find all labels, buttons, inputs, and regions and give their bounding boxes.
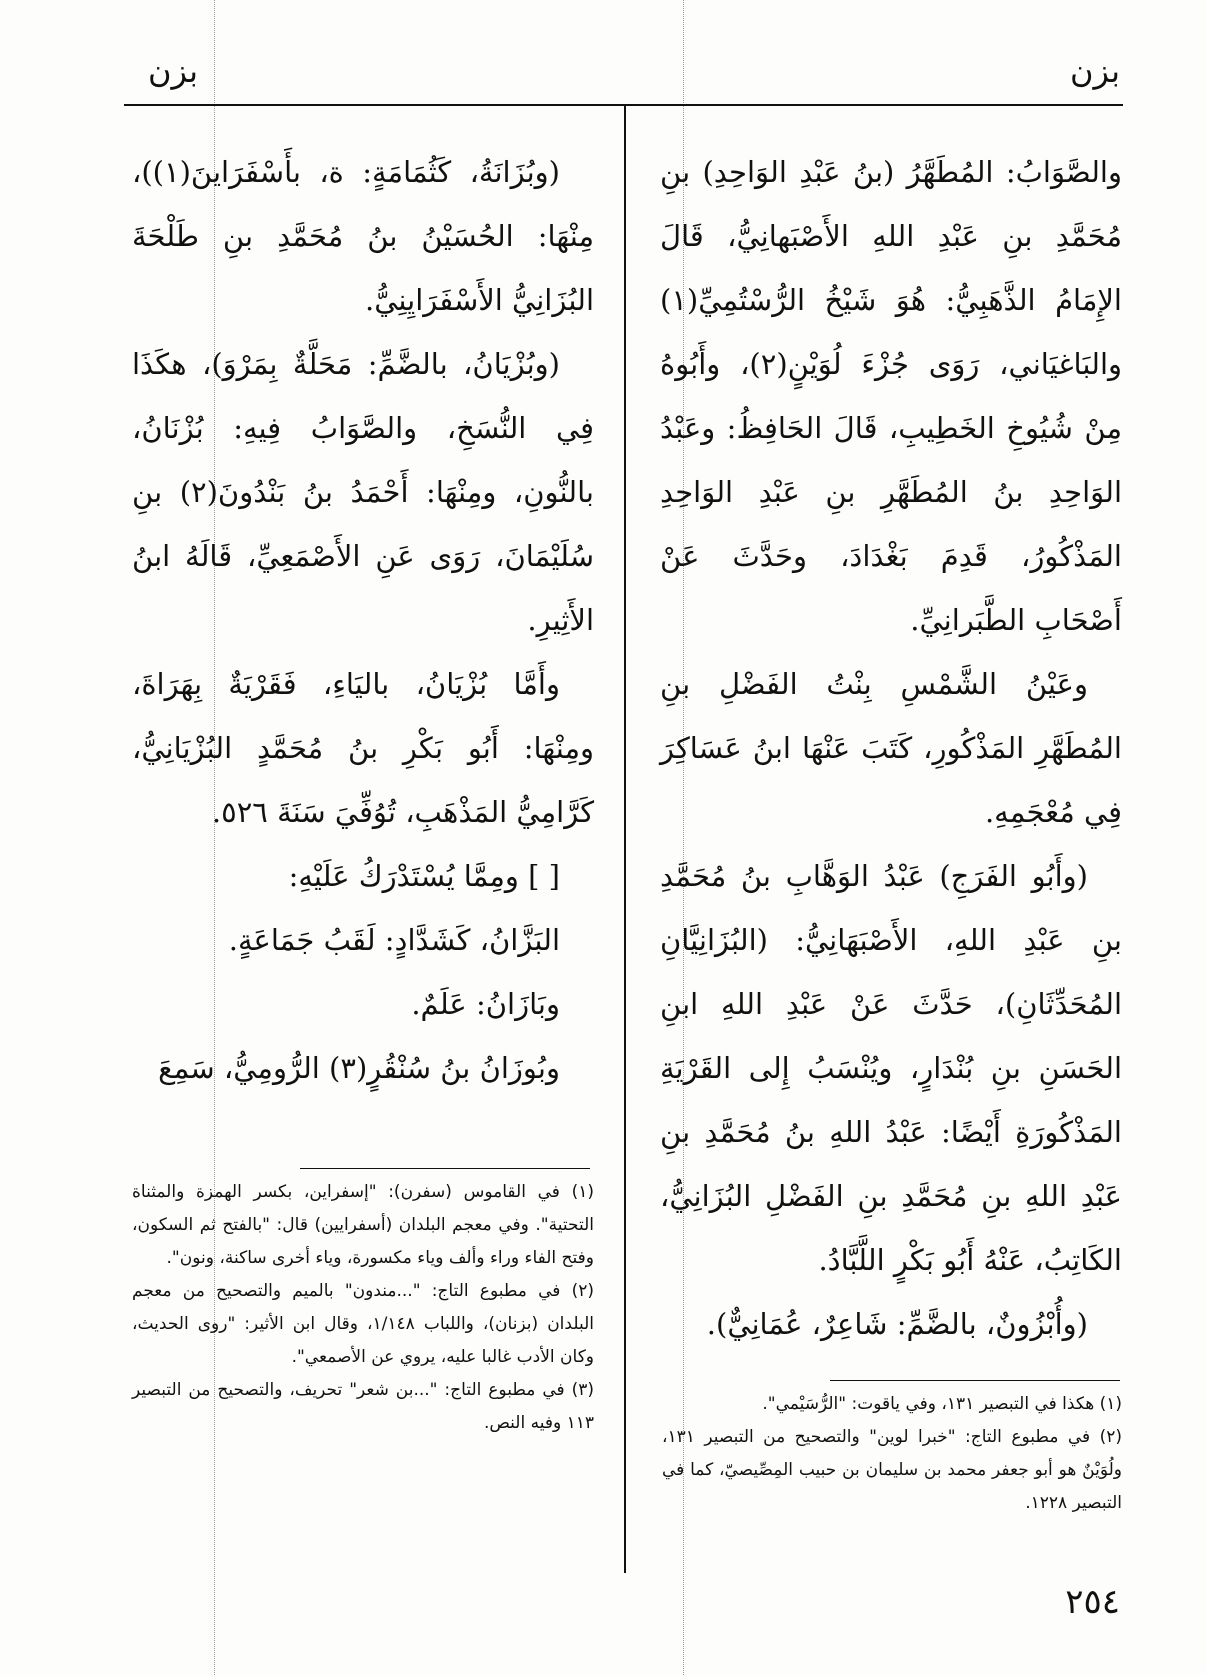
footnote: (٢) في مطبوع التاج: "...مندون" بالميم والتصحيح من معجم البلدان (بزنان)، واللباب ١/١٤٨، وقال ابن الأثير: "روى الحديث، وكان الأدب غالبا عليه، يروي عن الأصمعي". <box>132 1281 594 1367</box>
footnote-rule <box>300 1168 590 1169</box>
running-header-left: بزن <box>148 52 199 90</box>
paragraph: البَزَّانُ، كَشَدَّادٍ: لَقَبُ جَمَاعَةٍ. <box>228 923 560 957</box>
paragraph: (وأَبُو الفَرَجِ) عَبْدُ الوَهَّابِ بنُ مُحَمَّدِ بنِ عَبْدِ اللهِ، الأَصْبَهَانِيُّ: (البُزَانِيَّانِ المُحَدِّثَانِ)، حَدَّثَ عَنْ عَبْدِ اللهِ ابنِ الحَسَنِ بنِ بُنْدَارٍ، ويُنْسَبُ إِلى القَرْيَةِ المَذْكُورَةِ أَيْضًا: عَبْدُ اللهِ بنُ مُحَمَّدِ بنِ عَبْدِ اللهِ بنِ مُحَمَّدِ بنِ الفَضْلِ البُزَانِيُّ، الكَاتِبُ، عَنْهُ أَبُو بَكْرٍ اللَّبَّادُ. <box>660 859 1122 1277</box>
footnote: (١) هكذا في التبصير ١٣١، وفي ياقوت: "الرُّسَيْمي". <box>762 1394 1122 1414</box>
footnote: (٣) في مطبوع التاج: "...بن شعر" تحريف، والتصحيح من التبصير ١١٣ وفيه النص. <box>132 1380 594 1433</box>
paragraph: وبُوزَانُ بنُ سُنْقُرٍ(٣) الرُّومِيُّ، سَمِعَ <box>158 1051 560 1085</box>
left-column <box>132 140 594 1100</box>
page-number: ٢٥٤ <box>1065 1582 1120 1622</box>
right-column <box>660 140 1122 1356</box>
column-divider <box>624 106 626 1573</box>
footnote-rule <box>830 1380 1120 1381</box>
paragraph: [ ] ومِمَّا يُسْتَدْرَكُ عَلَيْهِ: <box>288 859 560 893</box>
paragraph: وبَازَانُ: عَلَمٌ. <box>411 987 560 1021</box>
footnote: (١) في القاموس (سفرن): "إسفراين، بكسر الهمزة والمثناة التحتية". وفي معجم البلدان (أسفرايين) قال: "بالفتح ثم السكون، وفتح الفاء وراء وألف وياء مكسورة، وياء أخرى ساكنة، ونون". <box>132 1182 594 1268</box>
footnote: (٢) في مطبوع التاج: "خبرا لوين" والتصحيح من التبصير ١٣١، ولُوَيْنٌ هو أبو جعفر محمد بن سليمان بن حبيب المِصِّيصيّ، كما في التبصير ١٢٢٨. <box>662 1427 1122 1513</box>
paragraph: والصَّوَابُ: المُطَهَّرُ (بنُ عَبْدِ الوَاحِدِ) بنِ مُحَمَّدِ بنِ عَبْدِ اللهِ الأَصْبَهانِيُّ، قَالَ الإِمَامُ الذَّهَبِيُّ: هُوَ شَيْخُ الرُّسْتُمِيِّ(١) والبَاغيَاني، رَوَى جُزْءَ لُوَيْنٍ(٢)، وأَبُوهُ مِنْ شُيُوخِ الخَطِيبِ، قَالَ الحَافِظُ: وعَبْدُ الوَاحِدِ بنُ المُطَهَّرِ بنِ عَبْدِ الوَاحِدِ المَذْكُورُ، قَدِمَ بَغْدَادَ، وحَدَّثَ عَنْ أَصْحَابِ الطَّبَرانِيِّ. <box>660 155 1123 637</box>
paragraph: (وبُزْيَانُ، بالضَّمِّ: مَحَلَّةٌ بِمَرْوَ)، هكَذَا فِي النُّسَخِ، والصَّوَابُ فِيهِ: بُزْنَانُ، بالنُّونِ، ومِنْهَا: أَحْمَدُ بنُ بَنْدُونَ(٢) بنِ سُلَيْمَانَ، رَوَى عَنِ الأَصْمَعِيِّ، قَالَهُ ابنُ الأَثِيرِ. <box>132 347 595 637</box>
footnotes-left <box>132 1176 594 1440</box>
footnotes-right <box>662 1388 1122 1520</box>
paragraph: (وأُبْزُونٌ، بالضَّمِّ: شَاعِرٌ، عُمَانِيٌّ). <box>706 1307 1088 1341</box>
paragraph: وأَمَّا بُزْيَانُ، باليَاءِ، فَقَرْيَةٌ بِهَرَاةَ، ومِنْهَا: أَبُو بَكْرِ بنُ مُحَمَّدٍ البُزْيَانِيُّ، كَرَّامِيُّ المَذْهَبِ، تُوُفِّيَ سَنَةَ ٥٢٦. <box>132 667 594 829</box>
paragraph: (وبُزَانَةُ، كَثُمَامَةٍ: ة، بأَسْفَرَاينَ(١))، مِنْهَا: الحُسَيْنُ بنُ مُحَمَّدِ بنِ طَلْحَةَ البُزَانِيُّ الأَسْفَرَايِنِيُّ. <box>132 155 594 317</box>
paragraph: وعَيْنُ الشَّمْسِ بِنْتُ الفَضْلِ بنِ المُطَهَّرِ المَذْكُورِ، كَتَبَ عَنْهَا ابنُ عَسَاكِرَ فِي مُعْجَمِهِ. <box>660 667 1122 829</box>
running-header-right: بزن <box>1069 52 1120 90</box>
